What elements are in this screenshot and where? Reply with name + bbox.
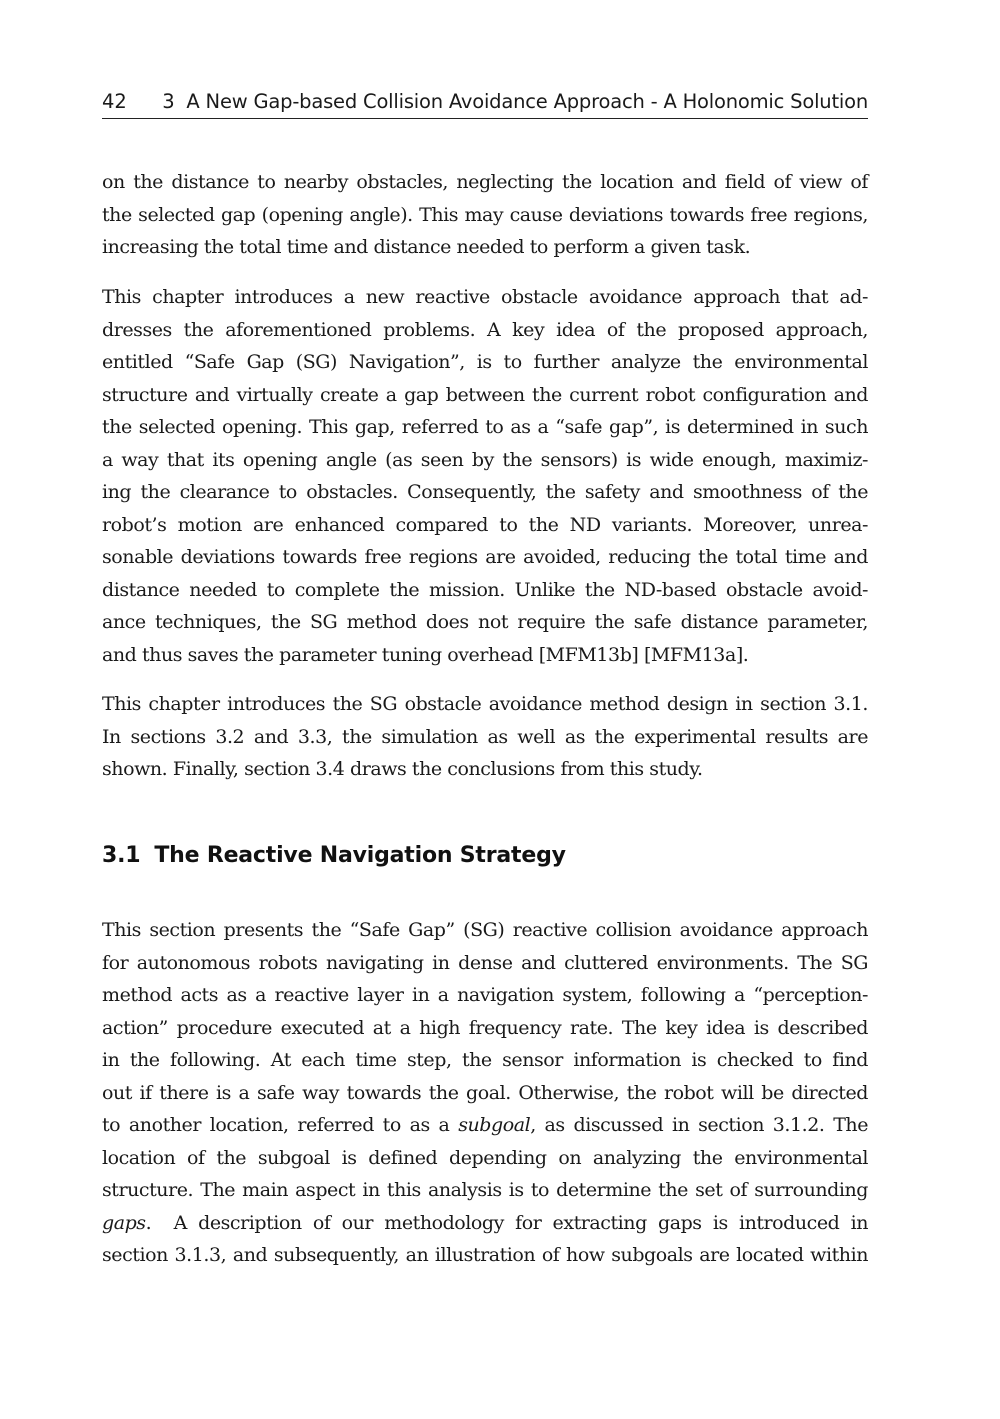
emphasis-subgoal: subgoal bbox=[458, 1114, 531, 1136]
text-line: the selected gap (opening angle). This may cause deviations towards free regions, bbox=[102, 204, 868, 226]
chapter-title: 3 A New Gap-based Collision Avoidance Approach - A Holonomic Solution bbox=[162, 90, 868, 113]
emphasis-gaps: gaps bbox=[102, 1212, 146, 1234]
text-line: entitled “Safe Gap (SG) Navigation”, is to further analyze the environmental bbox=[102, 351, 868, 373]
text-line: structure and virtually create a gap between the current robot configuration and bbox=[102, 384, 868, 406]
text-line: out if there is a safe way towards the goal. Otherwise, the robot will be directed bbox=[102, 1082, 868, 1104]
text-line: the selected opening. This gap, referred to as a “safe gap”, is determined in such bbox=[102, 416, 868, 438]
section-heading bbox=[102, 843, 566, 868]
text-line: and thus saves the parameter tuning overhead [MFM13b] [MFM13a]. bbox=[102, 644, 749, 666]
text-line: ance techniques, the SG method does not require the safe distance parameter, bbox=[102, 611, 868, 633]
text-line: on the distance to nearby obstacles, neglecting the location and field of view of bbox=[102, 171, 868, 193]
text-span: , as discussed in section 3.1.2. The bbox=[530, 1114, 868, 1136]
text-line: robot’s motion are enhanced compared to the ND variants. Moreover, unrea- bbox=[102, 514, 868, 536]
section-title: The Reactive Navigation Strategy bbox=[154, 843, 566, 868]
text-line bbox=[102, 1211, 868, 1235]
text-line: sonable deviations towards free regions are avoided, reducing the total time and bbox=[102, 546, 868, 568]
text-line: In sections 3.2 and 3.3, the simulation as well as the experimental results are bbox=[102, 726, 868, 748]
text-line: This section presents the “Safe Gap” (SG) reactive collision avoidance approach bbox=[102, 919, 868, 941]
text-line: for autonomous robots navigating in dense and cluttered environments. The SG bbox=[102, 952, 868, 974]
text-line: ing the clearance to obstacles. Consequently, the safety and smoothness of the bbox=[102, 481, 868, 503]
page-number: 42 bbox=[102, 90, 127, 113]
text-line: shown. Finally, section 3.4 draws the conclusions from this study. bbox=[102, 758, 703, 780]
text-line: method acts as a reactive layer in a navigation system, following a “perception- bbox=[102, 984, 868, 1006]
text-line: in the following. At each time step, the sensor information is checked to find bbox=[102, 1049, 868, 1071]
text-span: to another location, referred to as a bbox=[102, 1114, 459, 1136]
text-line: This chapter introduces a new reactive obstacle avoidance approach that ad- bbox=[102, 286, 868, 308]
text-span: . A description of our methodology for extracting gaps is introduced in bbox=[145, 1212, 868, 1234]
text-line: This chapter introduces the SG obstacle avoidance method design in section 3.1. bbox=[102, 693, 868, 715]
text-line: section 3.1.3, and subsequently, an illustration of how subgoals are located within bbox=[102, 1244, 868, 1266]
text-line: increasing the total time and distance needed to perform a given task. bbox=[102, 236, 751, 258]
text-line: structure. The main aspect in this analysis is to determine the set of surrounding bbox=[102, 1179, 868, 1201]
text-line: action” procedure executed at a high frequency rate. The key idea is described bbox=[102, 1017, 868, 1039]
text-line: a way that its opening angle (as seen by the sensors) is wide enough, maximiz- bbox=[102, 449, 868, 471]
text-line: location of the subgoal is defined depending on analyzing the environmental bbox=[102, 1147, 868, 1169]
running-header bbox=[102, 88, 868, 119]
text-line bbox=[102, 1113, 868, 1137]
text-line: dresses the aforementioned problems. A key idea of the proposed approach, bbox=[102, 319, 868, 341]
section-number: 3.1 bbox=[102, 843, 141, 868]
text-line: distance needed to complete the mission. Unlike the ND-based obstacle avoid- bbox=[102, 579, 868, 601]
